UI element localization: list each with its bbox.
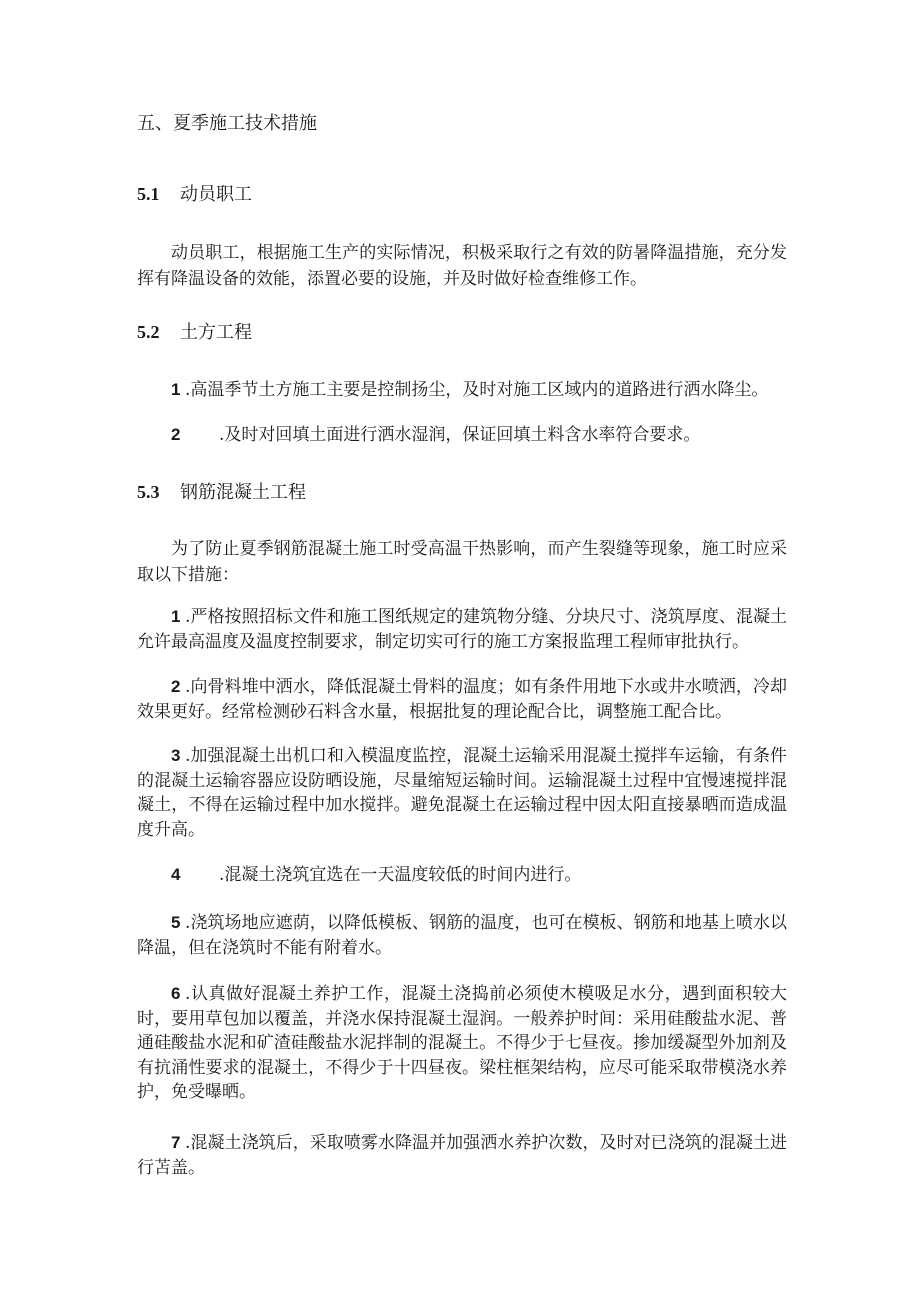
section-number: 5.2 <box>137 322 160 342</box>
list-item <box>137 423 787 448</box>
list-item <box>137 744 787 842</box>
list-item-number: 6 <box>171 984 181 1003</box>
section-title: 土方工程 <box>180 322 252 343</box>
list-item-number: 7 <box>171 1133 181 1152</box>
list-item-text: .浇筑场地应遮荫，以降低模板、钢筋的温度，也可在模板、钢筋和地基上喷水以降温，但在浇筑时不能有附着水。 <box>137 913 787 958</box>
section-heading-5-1 <box>137 182 252 207</box>
list-item-number: 5 <box>171 913 181 932</box>
section-number: 5.3 <box>137 482 160 502</box>
list-item <box>137 911 787 960</box>
list-item-text: .混凝土浇筑后，采取喷雾水降温并加强洒水养护次数，及时对已浇筑的混凝土进行苫盖。 <box>137 1133 787 1178</box>
list-item-number: 4 <box>171 865 181 884</box>
list-item-number: 2 <box>171 677 181 696</box>
list-item-number: 2 <box>171 425 181 444</box>
section-5-1-paragraph: 动员职工，根据施工生产的实际情况，积极采取行之有效的防暑降温措施，充分发挥有降温设备的效能，添置必要的设施，并及时做好检查维修工作。 <box>137 243 787 289</box>
list-item <box>137 863 787 888</box>
section-title: 钢筋混凝土工程 <box>180 482 306 503</box>
list-item <box>137 982 787 1105</box>
list-item-text: .高温季节土方施工主要是控制扬尘，及时对施工区域内的道路进行洒水降尘。 <box>185 380 769 400</box>
list-item-number: 1 <box>171 607 181 626</box>
list-item <box>137 605 787 654</box>
list-item <box>137 378 787 403</box>
section-heading-5-3 <box>137 480 306 505</box>
list-item-number: 3 <box>171 746 181 765</box>
list-item-text: .及时对回填土面进行洒水湿润，保证回填土料含水率符合要求。 <box>219 425 701 445</box>
section-number: 5.1 <box>137 184 160 204</box>
list-item-text: .严格按照招标文件和施工图纸规定的建筑物分缝、分块尺寸、浇筑厚度、混凝土允许最高温度及温度控制要求，制定切实可行的施工方案报监理工程师审批执行。 <box>137 607 787 652</box>
chapter-title: 五、夏季施工技术措施 <box>137 113 317 134</box>
list-item-text: .向骨料堆中洒水，降低混凝土骨料的温度；如有条件用地下水或井水喷洒，冷却效果更好。经常检测砂石料含水量，根据批复的理论配合比，调整施工配合比。 <box>137 677 787 722</box>
list-item <box>137 675 787 724</box>
section-title: 动员职工 <box>180 184 252 205</box>
section-5-3-paragraph: 为了防止夏季钢筋混凝土施工时受高温干热影响，而产生裂缝等现象，施工时应采取以下措施： <box>137 539 787 585</box>
list-item <box>137 1131 787 1180</box>
list-item-text: .认真做好混凝土养护工作，混凝土浇捣前必须使木模吸足水分，遇到面积较大时，要用草包加以覆盖，并浇水保持混凝土湿润。一般养护时间：采用硅酸盐水泥、普通硅酸盐水泥和矿渣硅酸盐水泥拌制的混凝土。不得少于七昼夜。掺加缓凝型外加剂及有抗涌性要求的混凝土，不得少于十四昼夜。梁柱框架结构，应尽可能采取带模浇水养护，免受曝晒。 <box>137 984 787 1102</box>
list-item-text: .混凝土浇筑宜选在一天温度较低的时间内进行。 <box>219 865 582 885</box>
list-item-text: .加强混凝土出机口和入模温度监控，混凝土运输采用混凝土搅拌车运输，有条件的混凝土运输容器应设防晒设施，尽量缩短运输时间。运输混凝土过程中宜慢速搅拌混凝土，不得在运输过程中加水搅拌。避免混凝土在运输过程中因太阳直接暴晒而造成温度升高。 <box>137 746 787 840</box>
list-item-number: 1 <box>171 380 181 399</box>
section-heading-5-2 <box>137 320 252 345</box>
